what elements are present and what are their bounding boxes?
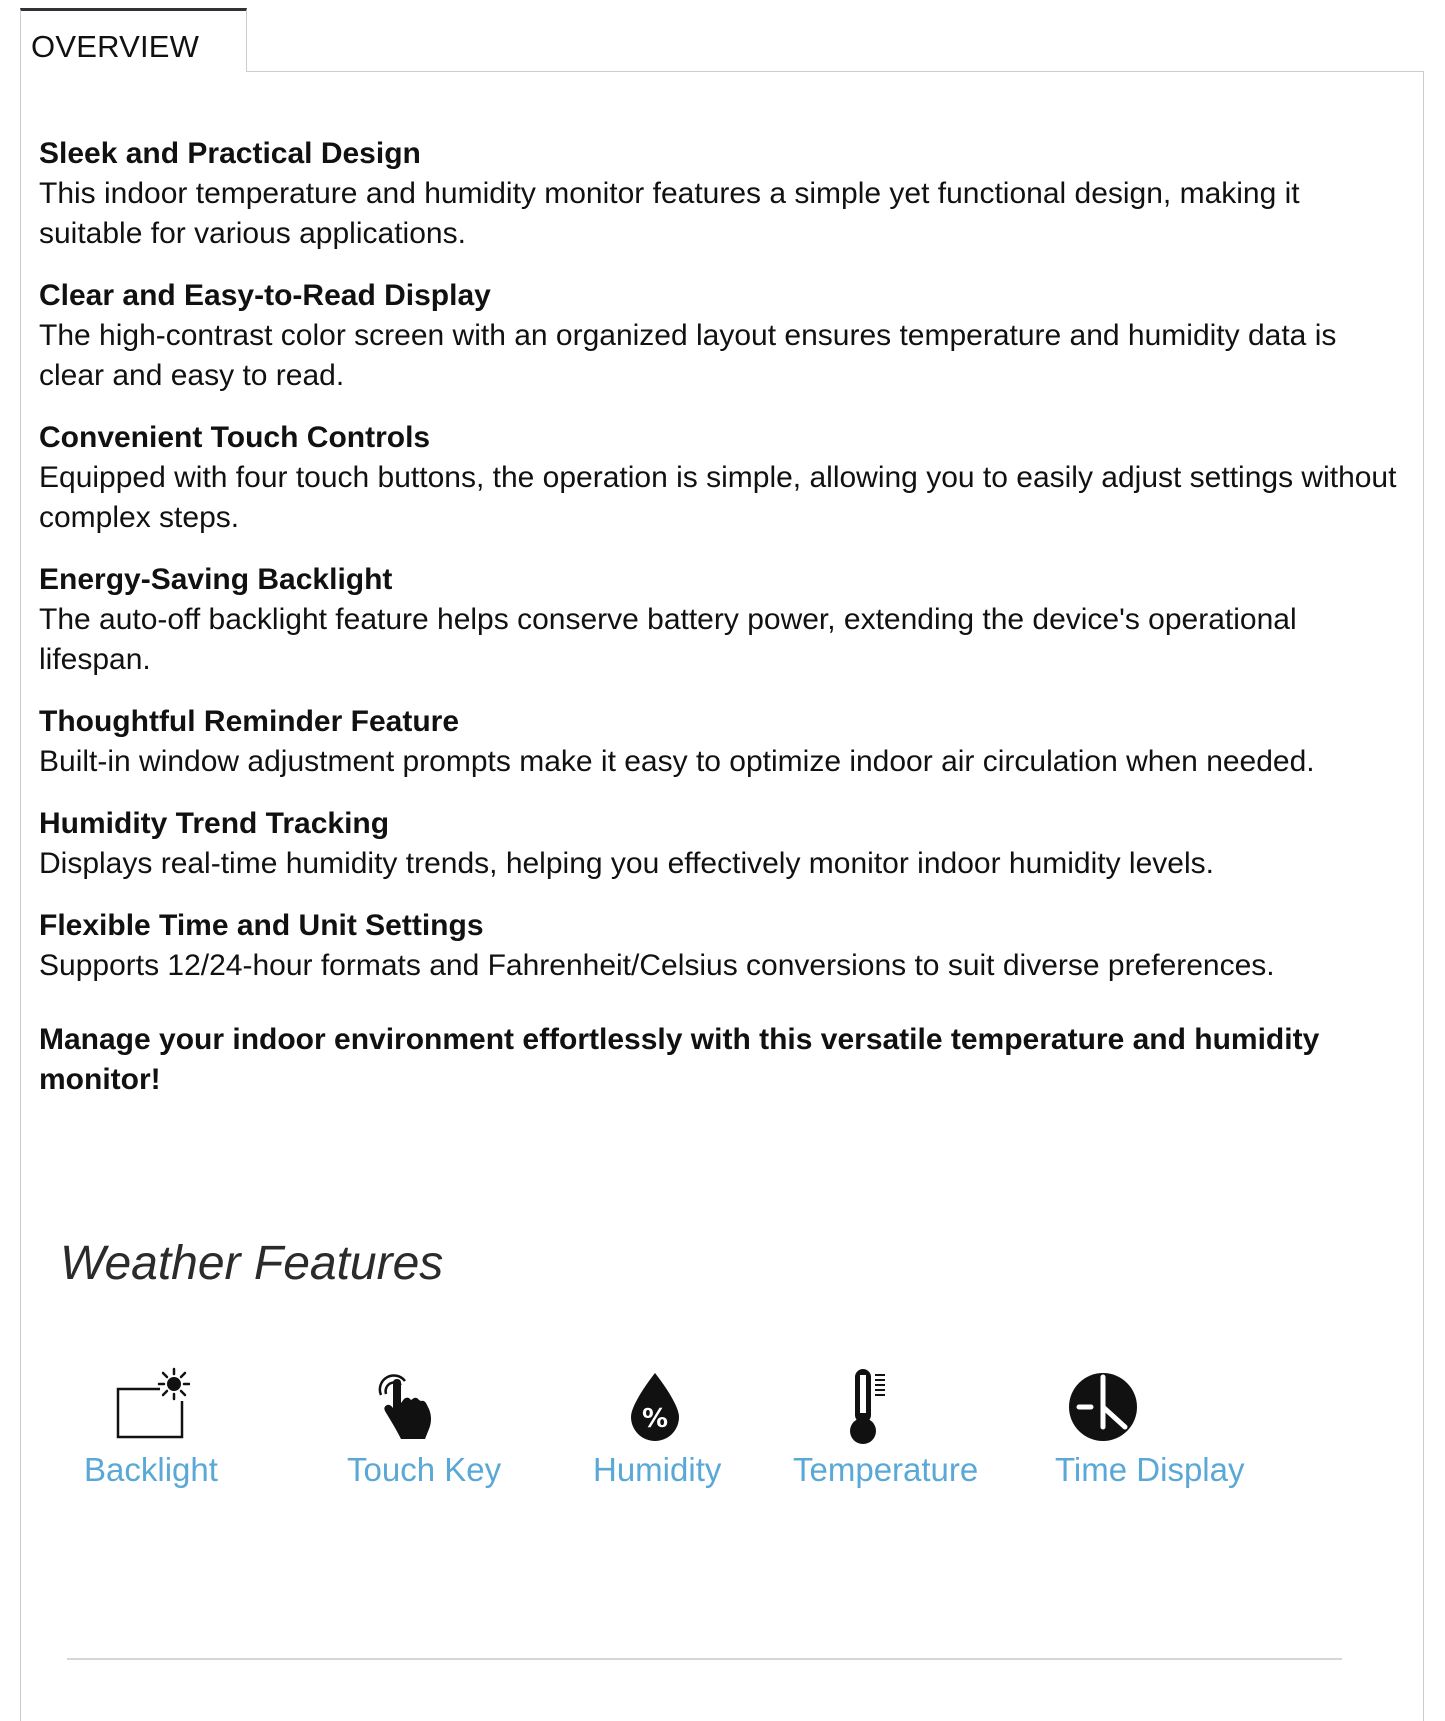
- feature-label: Temperature: [793, 1451, 979, 1488]
- feature-label: Touch Key: [347, 1451, 502, 1488]
- section-heading: Convenient Touch Controls: [39, 421, 431, 454]
- section-heading: Humidity Trend Tracking: [39, 807, 390, 840]
- feature-temperature: [793, 1367, 993, 1487]
- closing-statement: Manage your indoor environment effortlessly with this versatile temperature and humidity monitor!: [39, 1023, 1320, 1096]
- feature-section: [39, 276, 1399, 396]
- section-body: Equipped with four touch buttons, the operation is simple, allowing you to easily adjust settings without complex steps.: [39, 461, 1397, 534]
- section-divider: [67, 1658, 1342, 1660]
- temperature-icon: [843, 1367, 923, 1447]
- touch-key-icon: [371, 1367, 451, 1447]
- svg-text:%: %: [641, 1404, 669, 1434]
- section-heading: Sleek and Practical Design: [39, 137, 421, 170]
- section-heading: Flexible Time and Unit Settings: [39, 909, 484, 942]
- section-body: Built-in window adjustment prompts make it easy to optimize indoor air circulation when needed.: [39, 745, 1315, 778]
- feature-section: [39, 560, 1399, 680]
- feature-humidity: [593, 1367, 743, 1487]
- feature-section: [39, 134, 1399, 254]
- section-body: This indoor temperature and humidity monitor features a simple yet functional design, making it suitable for various applications.: [39, 177, 1300, 250]
- tab-bar: [20, 8, 1424, 72]
- feature-label: Time Display: [1055, 1451, 1245, 1488]
- feature-touch-key: [347, 1367, 527, 1487]
- time-display-icon: [1067, 1367, 1147, 1447]
- feature-time-display: [1055, 1367, 1275, 1487]
- section-heading: Energy-Saving Backlight: [39, 563, 393, 596]
- feature-section: [39, 906, 1399, 986]
- backlight-icon: [110, 1367, 190, 1447]
- section-body: The auto-off backlight feature helps conserve battery power, extending the device's operational lifespan.: [39, 603, 1297, 676]
- tab-overview[interactable]: [20, 8, 247, 72]
- feature-backlight: [84, 1367, 274, 1487]
- section-body: Supports 12/24-hour formats and Fahrenheit/Celsius conversions to suit diverse preferences.: [39, 949, 1275, 982]
- section-heading: Clear and Easy-to-Read Display: [39, 279, 491, 312]
- weather-features-title: Weather Features: [60, 1237, 444, 1290]
- feature-label: Backlight: [84, 1451, 218, 1488]
- section-heading: Thoughtful Reminder Feature: [39, 705, 459, 738]
- feature-section: [39, 804, 1399, 884]
- humidity-icon: [623, 1367, 703, 1447]
- feature-section: [39, 418, 1399, 538]
- overview-content: [39, 134, 1399, 1100]
- section-body: The high-contrast color screen with an organized layout ensures temperature and humidity data is clear and easy to read.: [39, 319, 1337, 392]
- feature-section: [39, 702, 1399, 782]
- tab-overview-label: OVERVIEW: [31, 29, 200, 64]
- section-body: Displays real-time humidity trends, helping you effectively monitor indoor humidity levels.: [39, 847, 1214, 880]
- feature-label: Humidity: [593, 1451, 722, 1488]
